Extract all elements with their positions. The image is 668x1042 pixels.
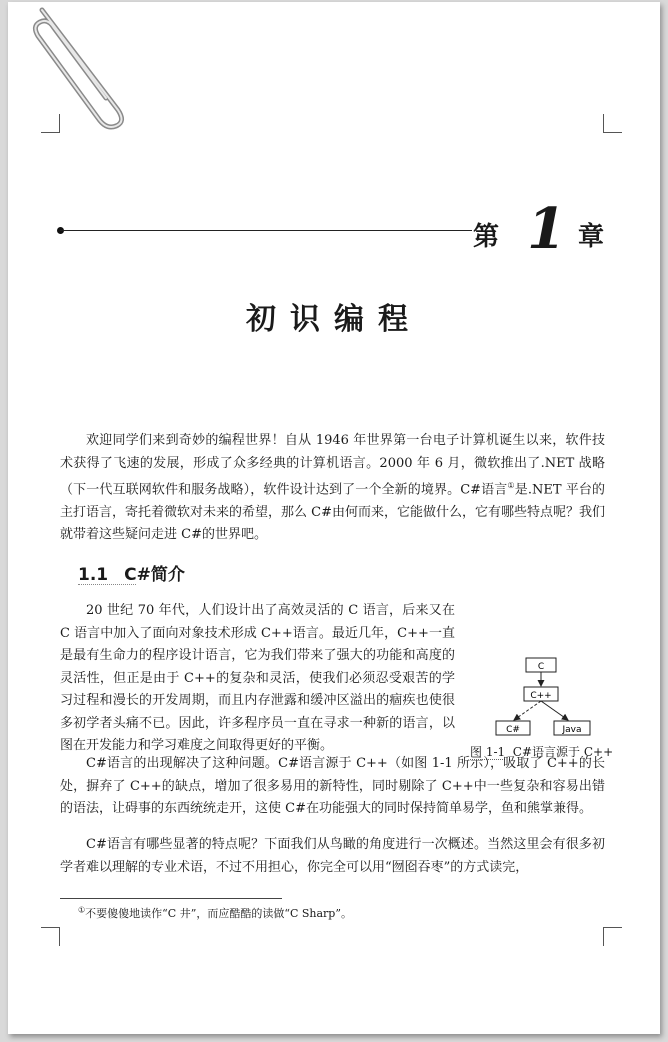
intro-paragraph — [60, 430, 605, 547]
figure-number: 图 1-1 — [470, 745, 506, 759]
chapter-number: 1 — [527, 196, 566, 262]
chapter-rule — [60, 230, 472, 231]
document-page — [8, 2, 660, 1034]
crop-mark — [41, 927, 60, 946]
section-heading — [78, 560, 185, 585]
figure-caption-text: C#语言源于 C++ — [512, 745, 614, 759]
chapter-prefix: 第 — [473, 222, 500, 252]
crop-mark — [603, 927, 622, 946]
chapter-suffix: 章 — [578, 222, 605, 252]
footnote-text: 不要傻傻地读作“C 井”，而应酷酷的读做“C Sharp”。 — [85, 907, 352, 920]
edge-cpp-java — [541, 701, 568, 720]
node-cpp-label: C++ — [530, 691, 552, 701]
chapter-title: 初识编程 — [246, 302, 422, 337]
intro-text-2: 是.NET 平台的主打语言，寄托着微软对未来的希望，那么 C#由何而来，它能做什么，它有哪些特点呢？我们就带着这些疑问走进 C#的世界吧。 — [60, 482, 605, 543]
crop-mark — [603, 114, 622, 133]
paragraph-text-wide: 20 世纪 70 年代，人们设计出了高效灵活的 C 语言，后来又在 C 语言中加入了面向对象技术形成 C++语言。最近几年，C++一直是最有生命力的程序设计语言，它为我们带来了强大的功能和高度的灵活性， — [60, 603, 455, 686]
node-cs-label: C# — [506, 725, 520, 735]
crop-mark — [41, 114, 60, 133]
chapter-label — [471, 196, 621, 262]
body-paragraph: C#语言的出现解决了这种问题。C#语言源于 C++（如图 1-1 所示），吸取了 C++的长处，摒弃了 C++的缺点，增加了很多易用的新特性，同时剔除了 C++中一些复杂和容易出错的语法，让碍事的东西统统走开，这使 C#在功能强大的同时保持简单易学，鱼和熊掌兼得。 — [60, 756, 605, 816]
footnote-rule — [60, 898, 282, 899]
body-paragraph: C#语言有哪些显著的特点呢？下面我们从鸟瞰的角度进行一次概述。当然这里会有很多初学者难以理解的专业术语，不过不用担心，你完全可以用“囫囵吞枣”的方式读完， — [60, 837, 605, 875]
paperclip-icon — [20, 2, 130, 132]
footnote-reference: ① — [507, 481, 515, 490]
section-title: C#简介 — [124, 565, 185, 585]
intro-text-1: 欢迎同学们来到奇妙的编程世界！自从 1946 年世界第一台电子计算机诞生以来，软件技术获得了飞速的发展，形成了众多经典的计算机语言。2000 年 6 月，微软推出了.NET 战略（下一代互联网软件和服务战略），软件设计达到了一个全新的境界。C#语言 — [60, 433, 605, 498]
section-underline — [78, 584, 136, 585]
section-number: 1.1 — [78, 565, 109, 585]
footnote — [78, 905, 352, 921]
paragraph-text-narrow: 但正是由于 C++的复杂和灵活，使我们必须忍受艰苦的学习过程和漫长的开发周期，而且内存泄露和缓冲区溢出的痼疾也使很多初学者头痛不已。因此，许多程序员一直在寻求一种新的语言，以图在开发能力和学习难度之间取得更好的平衡。 — [60, 670, 455, 753]
node-java-label: Java — [562, 725, 582, 735]
node-c-label: C — [537, 662, 545, 672]
footnote-mark: ① — [78, 905, 86, 915]
edge-cpp-cs — [514, 701, 541, 720]
